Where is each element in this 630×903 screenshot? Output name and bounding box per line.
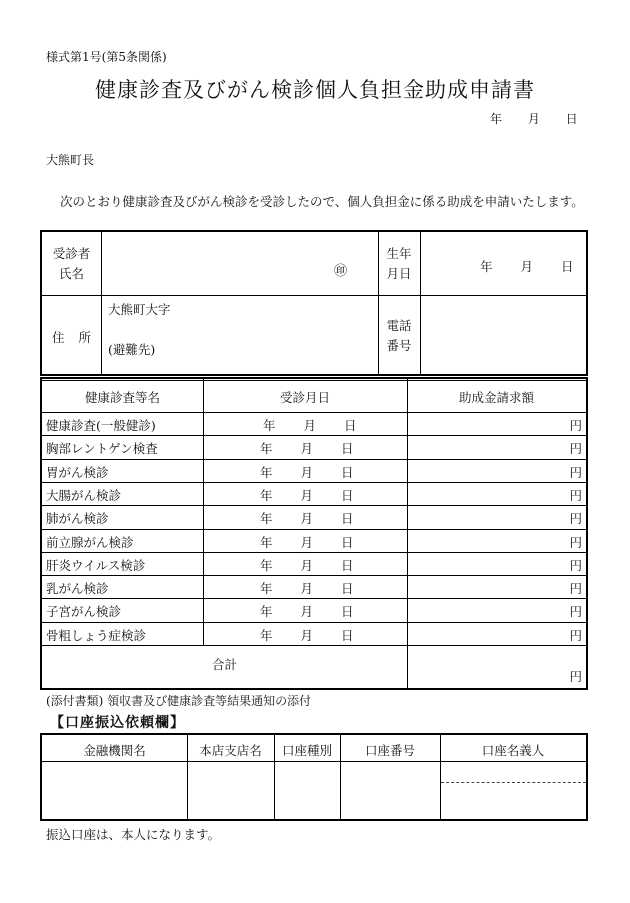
exam-date-field[interactable]: 年 月 日 [260, 441, 354, 457]
address-label: 住 所 [52, 330, 91, 345]
intro-text: 次のとおり健康診査及びがん検診を受診したので、個人負担金に係る助成を申請いたします。 [60, 194, 584, 209]
bank-header: 本店支店名 [199, 743, 262, 758]
exam-name: 子宮がん検診 [46, 604, 122, 620]
divider [42, 622, 586, 623]
divider [42, 598, 586, 599]
amount-unit[interactable]: 円 [569, 581, 582, 597]
amount-unit[interactable]: 円 [569, 511, 582, 527]
exam-date-field[interactable]: 年 月 日 [260, 487, 354, 503]
amount-unit[interactable]: 円 [569, 487, 582, 503]
exam-date-field[interactable]: 年 月 日 [260, 604, 354, 620]
amount-unit[interactable]: 円 [569, 534, 582, 550]
amount-unit[interactable]: 円 [569, 441, 582, 457]
seal-mark: ㊞ [334, 264, 348, 279]
evacuation-label: (避難先) [108, 342, 156, 357]
address-field[interactable]: 大熊町大字 [108, 302, 171, 317]
exam-date-field[interactable]: 年 月 日 [260, 511, 354, 527]
application-date[interactable]: 年 月 日 [490, 112, 578, 126]
amount-unit[interactable]: 円 [569, 464, 582, 480]
exam-table [40, 377, 588, 690]
divider [203, 379, 204, 645]
divider [407, 379, 408, 688]
phone-label: 電話 番号 [386, 318, 412, 353]
exam-name: 骨粗しょう症検診 [46, 627, 147, 643]
birth-date-field[interactable]: 年 月 日 [480, 259, 574, 274]
divider [42, 575, 586, 576]
applicant-table [40, 230, 588, 376]
bank-section-title: 【口座振込依頼欄】 [50, 715, 185, 731]
divider [42, 412, 586, 413]
exam-date-field[interactable]: 年 月 日 [260, 534, 354, 550]
amount-unit[interactable]: 円 [569, 604, 582, 620]
table-header: 健康診査等名 [84, 390, 160, 405]
table-header: 受診月日 [279, 390, 330, 405]
bank-header: 口座種別 [281, 743, 332, 758]
form-number: 様式第1号(第5条関係) [46, 50, 167, 64]
bank-table [40, 733, 588, 821]
bank-header: 口座番号 [364, 743, 415, 758]
divider [42, 435, 586, 436]
divider [42, 505, 586, 506]
exam-name: 健康診査(一般健診) [46, 418, 156, 433]
exam-name: 大腸がん検診 [46, 487, 122, 503]
transfer-note: 振込口座は、本人になります。 [46, 827, 221, 842]
exam-date-field[interactable]: 年 月 日 [263, 418, 357, 433]
total-label: 合計 [211, 657, 237, 672]
divider [42, 552, 586, 553]
phone-field[interactable] [424, 298, 584, 370]
divider [42, 529, 586, 530]
exam-name: 肝炎ウイルス検診 [46, 557, 146, 573]
name-label: 受診者 氏名 [52, 246, 91, 281]
amount-unit[interactable]: 円 [569, 627, 582, 643]
exam-name: 胸部レントゲン検査 [46, 441, 158, 457]
total-amount-field[interactable]: 円 [569, 669, 582, 684]
amount-unit[interactable]: 円 [569, 557, 582, 573]
divider [42, 482, 586, 483]
divider [42, 459, 586, 460]
exam-name: 胃がん検診 [46, 464, 109, 480]
addressee: 大熊町長 [46, 153, 95, 167]
exam-date-field[interactable]: 年 月 日 [260, 464, 354, 480]
divider [42, 380, 586, 381]
exam-date-field[interactable]: 年 月 日 [260, 557, 354, 573]
table-header: 助成金請求額 [458, 390, 534, 405]
bank-header: 金融機関名 [83, 743, 146, 758]
birth-label: 生年 月日 [386, 246, 412, 281]
exam-name: 乳がん検診 [46, 581, 109, 597]
amount-unit[interactable]: 円 [569, 418, 582, 433]
exam-name: 肺がん検診 [46, 511, 109, 527]
bank-header: 口座名義人 [481, 743, 545, 758]
exam-date-field[interactable]: 年 月 日 [260, 581, 354, 597]
exam-date-field[interactable]: 年 月 日 [260, 627, 354, 643]
divider [42, 645, 586, 646]
attachments-note: (添付書類) 領収書及び健康診査等結果通知の添付 [46, 694, 312, 708]
exam-name: 前立腺がん検診 [46, 534, 134, 550]
page-title: 健康診査及びがん検診個人負担金助成申請書 [95, 78, 535, 102]
